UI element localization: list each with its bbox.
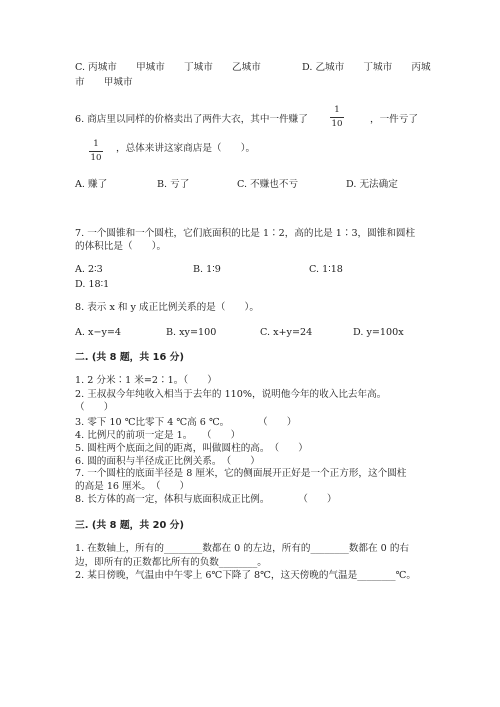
section-2-item-3: 3. 零下 10 ℃比零下 4 ℃高 6 ℃。 （ ） — [75, 417, 297, 428]
section-2-item-2: 2. 王叔叔今年纯收入相当于去年的 110%，说明他今年的收入比去年高。 — [75, 389, 387, 400]
fraction-denominator: 10 — [331, 118, 343, 129]
q7-option-d: D. 18∶1 — [75, 279, 110, 290]
section-2-item-2-continued: （ ） — [75, 402, 114, 413]
section-2-item-1: 1. 2 分米∶1 米=2∶1。（ ） — [75, 375, 217, 386]
q7-option-b: B. 1∶9 — [193, 264, 221, 275]
section-2-item-7: 7. 一个圆柱的底面半径是 8 厘米，它的侧面展开正好是一个正方形，这个圆柱 — [75, 468, 407, 479]
q7-option-c: C. 1∶18 — [309, 264, 343, 275]
fraction-denominator: 10 — [90, 152, 102, 163]
section-2-item-6: 6. 圆的面积与半径成正比例关系。 （ ） — [75, 456, 260, 467]
section-3-item-2: 2. 某日傍晚，气温由中午零上 6℃下降了 8℃，这天傍晚的气温是________℃。 — [75, 570, 416, 581]
q8-option-a: A. x−y=4 — [75, 327, 122, 338]
q6-text-line1: 6. 商店里以同样的价格卖出了两件大衣，其中一件赚了 — [75, 114, 308, 125]
q5-option-c: C. 丙城市 甲城市 丁城市 乙城市 — [75, 62, 261, 73]
section-2-item-5: 5. 圆柱两个底面之间的距离，叫做圆柱的高。 （ ） — [75, 443, 308, 454]
q7-option-a: A. 2∶3 — [75, 264, 103, 275]
q7-text-line2: 的体积比是（ ）。 — [75, 241, 167, 252]
q6-option-a: A. 赚了 — [75, 179, 108, 190]
fraction-bar — [89, 151, 103, 152]
section-2-item-4: 4. 比例尺的前项一定是 1。 （ ） — [75, 430, 241, 441]
q5-option-d: D. 乙城市 丁城市 丙城 — [302, 62, 431, 73]
fraction-bar — [330, 117, 344, 118]
q6-fraction-1 — [330, 106, 344, 128]
q8-option-b: B. xy=100 — [166, 327, 217, 338]
q8-option-d: D. y=100x — [353, 327, 404, 338]
section-3-item-1: 1. 在数轴上，所有的________数都在 0 的左边，所有的________数都在 0 的右 — [75, 543, 410, 554]
q6-text-line1-end: ，一件亏了 — [370, 114, 418, 125]
section-2-item-8: 8. 长方体的高一定，体积与底面积成正比例。 （ ） — [75, 494, 337, 505]
q8-text: 8. 表示 x 和 y 成正比例关系的是（ ）。 — [75, 302, 259, 313]
fraction-numerator: 1 — [93, 139, 99, 149]
q6-option-b: B. 亏了 — [157, 179, 190, 190]
section-3-item-1-continued: 边，即所有的正数都比所有的负数________。 — [75, 557, 267, 568]
q6-fraction-2 — [89, 140, 103, 162]
section-2-item-7-continued: 的高是 16 厘米。 （ ） — [75, 481, 190, 492]
section-3-title: 三. (共 8 题，共 20 分) — [75, 520, 184, 531]
q7-text-line1: 7. 一个圆锥和一个圆柱，它们底面积的比是 1∶2，高的比是 1∶3，圆锥和圆柱 — [75, 228, 416, 239]
q6-option-c: C. 不赚也不亏 — [237, 179, 299, 190]
q5-option-d-continued: 市 甲城市 — [75, 77, 133, 88]
section-2-title: 二. (共 8 题，共 16 分) — [75, 352, 184, 363]
q6-option-d: D. 无法确定 — [346, 179, 398, 190]
q6-text-line2: ，总体来讲这家商店是（ ）。 — [116, 143, 256, 154]
fraction-numerator: 1 — [334, 105, 340, 115]
q8-option-c: C. x+y=24 — [260, 327, 313, 338]
